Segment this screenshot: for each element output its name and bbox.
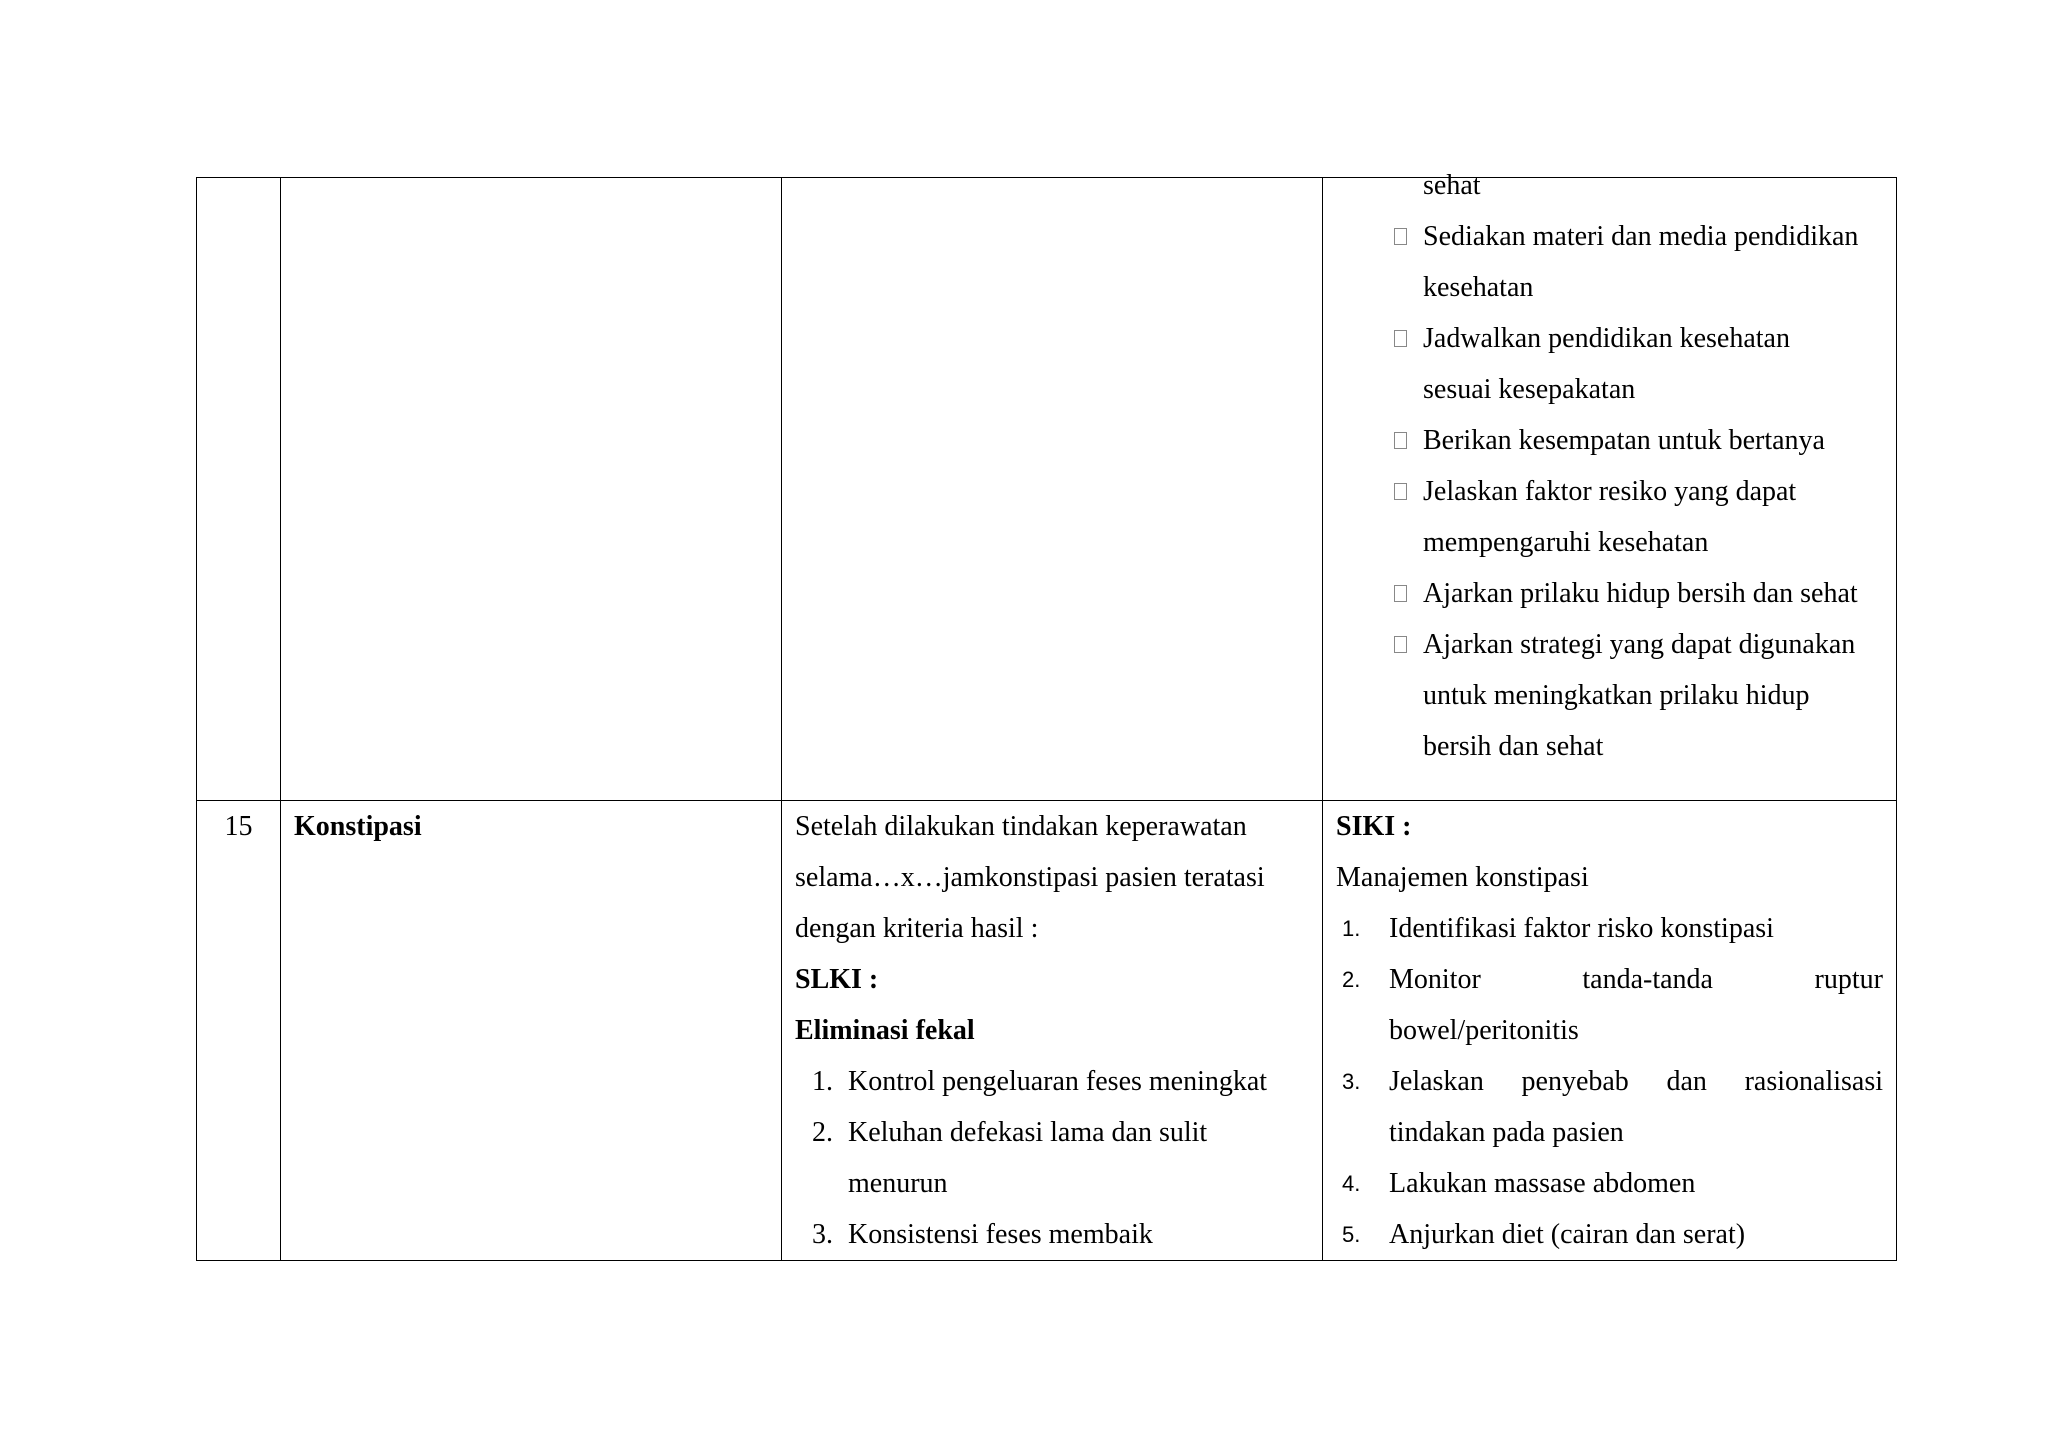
list-item-text: bersih dan sehat xyxy=(1423,731,1604,762)
list-item-text: Jadwalkan pendidikan kesehatan xyxy=(1423,323,1790,354)
list-item-text: Kontrol pengeluaran feses meningkat xyxy=(848,1066,1268,1097)
list-number: 5. xyxy=(1342,1222,1361,1247)
bullet-box-icon xyxy=(1394,636,1407,653)
list-item-text: sesuai kesepakatan xyxy=(1423,374,1636,405)
diagnosis-label: Konstipasi xyxy=(294,811,422,842)
list-item xyxy=(1336,1209,1883,1260)
list-item xyxy=(1336,517,1883,568)
list-item xyxy=(1336,211,1883,262)
list-item-text: sehat xyxy=(1423,170,1481,201)
list-item xyxy=(1336,1005,1883,1056)
list-item-text: Anjurkan diet (cairan dan serat) xyxy=(1389,1219,1746,1250)
list-item-text: Sediakan materi dan media pendidikan xyxy=(1423,221,1859,252)
list-item-text: tindakan pada pasien xyxy=(1389,1117,1624,1148)
slki-label: SLKI : xyxy=(795,964,879,995)
list-item xyxy=(1336,466,1883,517)
intervention-cell xyxy=(1323,801,1897,1261)
list-item xyxy=(795,1209,1309,1260)
intervention-cell xyxy=(1323,170,1897,801)
list-item xyxy=(1336,160,1883,211)
list-item xyxy=(1336,670,1883,721)
intervention-numbered-list xyxy=(1336,903,1883,1260)
outcome-cell xyxy=(782,801,1323,1261)
list-number: 1. xyxy=(1342,916,1361,941)
outcome-criteria-list xyxy=(795,1056,1309,1260)
list-item-text: Ajarkan prilaku hidup bersih dan sehat xyxy=(1423,578,1858,609)
list-item xyxy=(1336,313,1883,364)
outcome-intro-line: dengan kriteria hasil : xyxy=(795,913,1039,944)
list-item xyxy=(1336,1158,1883,1209)
intervention-title: Manajemen konstipasi xyxy=(1336,862,1589,893)
list-item-text: Ajarkan strategi yang dapat digunakan xyxy=(1423,629,1856,660)
list-number: 4. xyxy=(1342,1171,1361,1196)
list-item xyxy=(1336,1056,1883,1107)
intervention-bullet-list xyxy=(1336,160,1883,772)
diagnosis-cell xyxy=(281,178,782,801)
list-number: 2. xyxy=(812,1117,833,1148)
list-item xyxy=(1336,903,1883,954)
diagnosis-cell xyxy=(281,801,782,1261)
list-item xyxy=(1336,364,1883,415)
list-item-text: Berikan kesempatan untuk bertanya xyxy=(1423,425,1825,456)
bullet-box-icon xyxy=(1394,228,1407,245)
list-item-text: Lakukan massase abdomen xyxy=(1389,1168,1696,1199)
list-item xyxy=(795,1056,1309,1107)
list-item-text: Jelaskan penyebab dan rasionalisasi xyxy=(1389,1066,1883,1097)
list-item xyxy=(795,1107,1309,1158)
list-item xyxy=(1336,619,1883,670)
outcome-intro-line: selama…x…jamkonstipasi pasien teratasi xyxy=(795,862,1265,893)
list-item-text: menurun xyxy=(848,1168,948,1199)
siki-label: SIKI : xyxy=(1336,811,1412,842)
bullet-box-icon xyxy=(1394,330,1407,347)
table-row xyxy=(197,801,1897,1261)
bullet-box-icon xyxy=(1394,585,1407,602)
list-item xyxy=(1336,568,1883,619)
table-row xyxy=(197,178,1897,801)
outcome-intro-line: Setelah dilakukan tindakan keperawatan xyxy=(795,811,1247,842)
care-plan-table xyxy=(196,170,1897,1261)
row-number-cell xyxy=(197,801,281,1261)
outcome-cell xyxy=(782,178,1323,801)
list-item-text: mempengaruhi kesehatan xyxy=(1423,527,1709,558)
list-item-text: Keluhan defekasi lama dan sulit xyxy=(848,1117,1208,1148)
list-item-text: bowel/peritonitis xyxy=(1389,1015,1579,1046)
list-item xyxy=(1336,415,1883,466)
bullet-box-icon xyxy=(1394,432,1407,449)
list-item xyxy=(1336,262,1883,313)
list-item-text: Konsistensi feses membaik xyxy=(848,1219,1153,1250)
list-number: 3. xyxy=(1342,1069,1361,1094)
bullet-box-icon xyxy=(1394,483,1407,500)
list-item-text: Identifikasi faktor risko konstipasi xyxy=(1389,913,1774,944)
list-number: 2. xyxy=(1342,967,1361,992)
row-number: 15 xyxy=(224,811,253,842)
list-item xyxy=(1336,721,1883,772)
outcome-title: Eliminasi fekal xyxy=(795,1015,975,1046)
list-item-text: kesehatan xyxy=(1423,272,1534,303)
list-item xyxy=(795,1158,1309,1209)
row-number-cell xyxy=(197,178,281,801)
list-number: 3. xyxy=(812,1219,833,1250)
list-item xyxy=(1336,1107,1883,1158)
list-item xyxy=(1336,954,1883,1005)
list-number: 1. xyxy=(812,1066,833,1097)
list-item-text: untuk meningkatkan prilaku hidup xyxy=(1423,680,1810,711)
list-item-text: Jelaskan faktor resiko yang dapat xyxy=(1423,476,1797,507)
list-item-text: Monitor tanda-tanda ruptur xyxy=(1389,964,1883,995)
